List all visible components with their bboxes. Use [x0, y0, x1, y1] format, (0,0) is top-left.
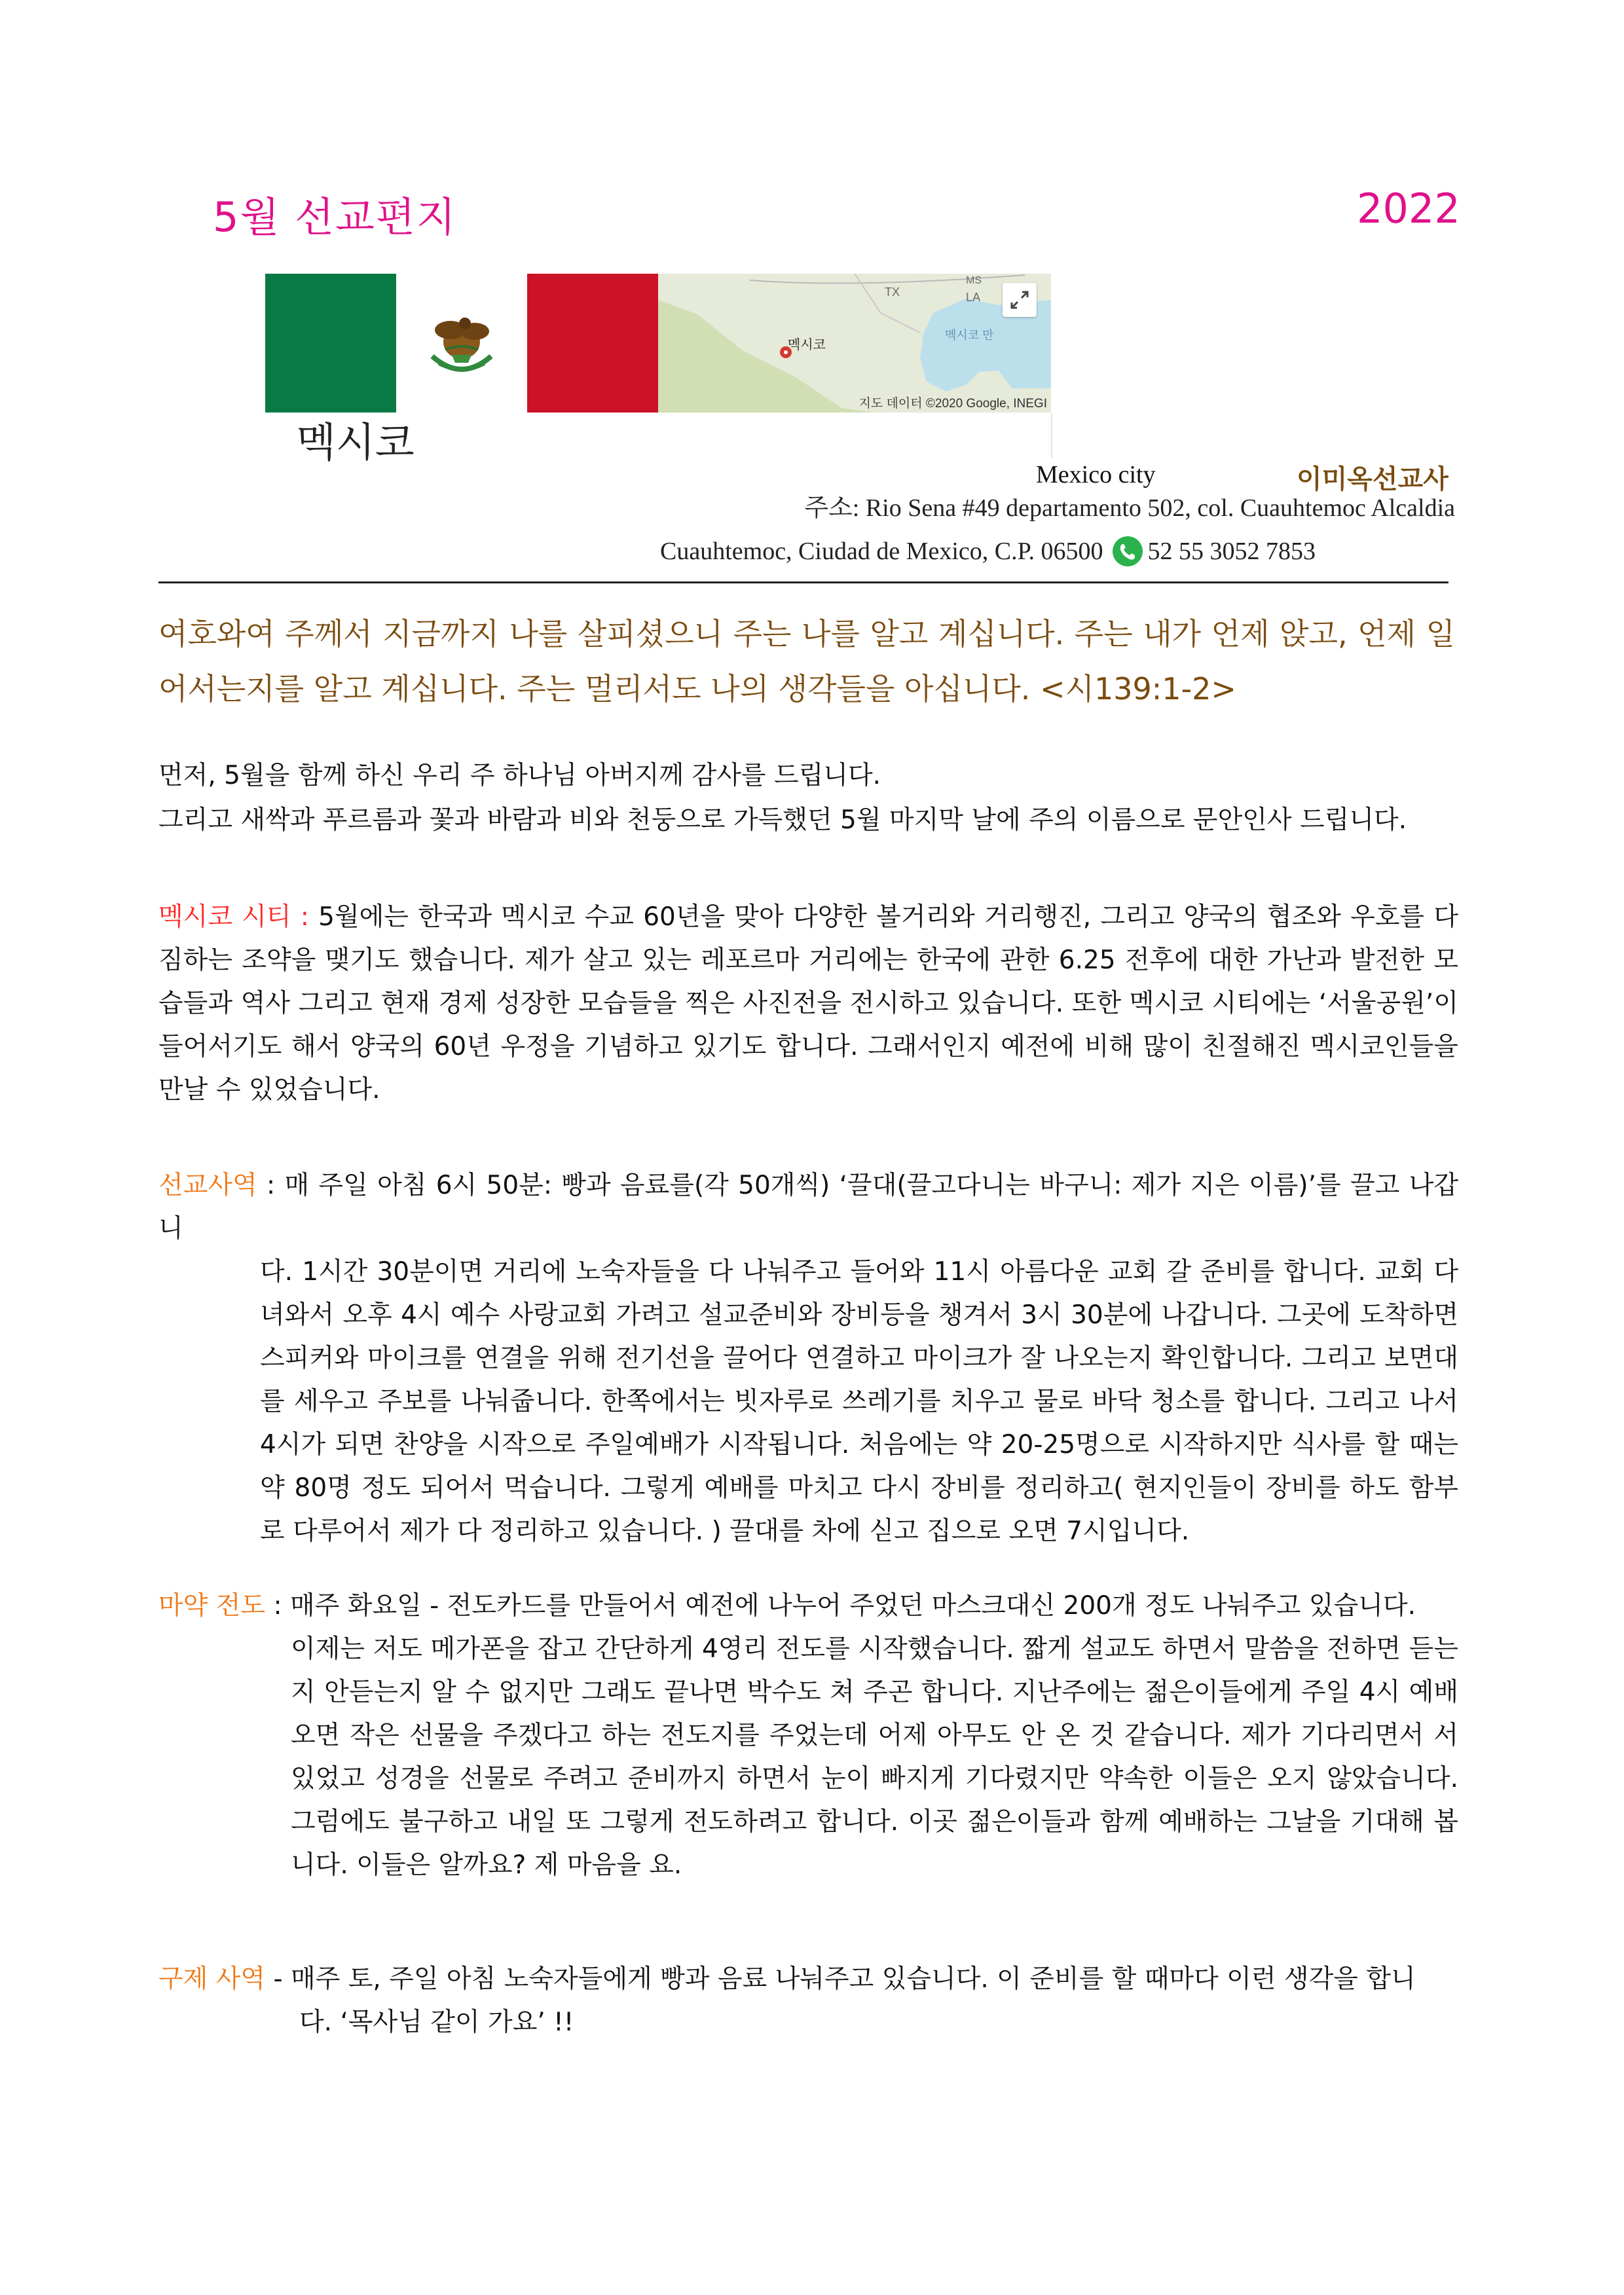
section-sep-mission: :: [257, 1171, 285, 1200]
missionary-name: 이미옥선교사: [1297, 464, 1449, 494]
greeting-line-1: 먼저, 5월을 함께 하신 우리 주 하나님 아버지께 감사를 드립니다.: [158, 761, 881, 790]
section-rest-mission: 다. 1시간 30분이면 거리에 노숙자들을 다 나눠주고 들어와 11시 아름다운 교회 갈 준비를 합니다. 교회 다녀와서 오후 4시 예수 사랑교회 가려고 설교준비와 장비등을 챙겨서 3시 30분에 나갑니다. 그곳에 도착하면 스피커와 마이크를 연결을 위해 전기선을 끌어다 연결하고 마이크가 잘 나오는지 확인합니다. 그리고 보면대를 세우고 주보를 나눠줍니다. 한쪽에서는 빗자루로 쓰레기를 치우고 물로 바닥 청소를 합니다. 그리고 나서 4시가 되면 찬양을 시작으로 주일예배가 시작됩니다. 처음에는 약 20-25명으로 시작하지만 식사를 할 때는 약 80명 정도 되어서 먹습니다. 그렇게 예배를 마치고 다시 장비를 정리하고( 현지인들이 장비를 하도 함부로 다루어서 제가 다 정리하고 있습니다. ) 끌대를 차에 싣고 집으로 오면 7시입니다.: [260, 1257, 1458, 1546]
map-label-gulf: 멕시코 만: [945, 329, 994, 342]
map-attribution: 지도 데이터 ©2020 Google, INEGI: [858, 397, 1047, 411]
city-name: Mexico city: [1036, 461, 1156, 488]
section-drug-evangelism: [158, 1585, 1458, 1887]
location-map[interactable]: [658, 274, 1051, 413]
address-line-2: [660, 535, 1316, 568]
scripture-verse: 여호와여 주께서 지금까지 나를 살피셨으니 주는 나를 알고 계십니다. 주는 내가 언제 앉고, 언제 일어서는지를 알고 계십니다. 주는 멀리서도 나의 생각들을 아십니다. <시139:1-2>: [158, 616, 1455, 707]
map-label-tx: TX: [885, 285, 900, 299]
section-mexico-city: [158, 896, 1458, 1112]
greeting-line-2: 그리고 새싹과 푸르름과 꽃과 바람과 비와 천둥으로 가득했던 5월 마지막 날에 주의 이름으로 문안인사 드립니다.: [158, 805, 1407, 835]
section-first-drug: 매주 화요일 - 전도카드를 만들어서 예전에 나누어 주었던 마스크대신 200개 정도 나눠주고 있습니다.: [290, 1591, 1416, 1621]
section-sep-drug: :: [265, 1591, 291, 1621]
section-label-mission: 선교사역: [158, 1171, 257, 1200]
section-label-drug: 마약 전도: [158, 1591, 266, 1621]
map-land-icon: [658, 274, 1051, 413]
phone-number[interactable]: 52 55 3052 7853: [1147, 538, 1316, 565]
flag-green-band: [265, 274, 396, 413]
section-first-relief: 매주 토, 주일 아침 노숙자들에게 빵과 음료 나눠주고 있습니다. 이 준비를 할 때마다 이런 생각을 합니: [290, 1964, 1416, 1994]
mexico-flag: [265, 274, 658, 413]
section-relief-work: [158, 1958, 1458, 2044]
section-head-drug: [158, 1585, 1458, 1628]
section-text-city: 5월에는 한국과 멕시코 수교 60년을 맞아 다양한 볼거리와 거리행진, 그리고 양국의 협조와 우호를 다짐하는 조약을 맺기도 했습니다. 제가 살고 있는 레포르마 거리에는 한국에 관한 6.25 전후에 대한 가난과 발전한 모습들과 역사 그리고 현재 경제 성장한 모습들을 찍은 사진전을 전시하고 있습니다. 또한 멕시코 시티에는 ‘서울공원’이 들어서기도 해서 양국의 60년 우정을 기념하고 있기도 합니다. 그래서인지 예전에 비해 많이 친절해진 멕시코인들을 만날 수 있었습니다.: [158, 902, 1458, 1105]
whatsapp-icon: [1111, 535, 1144, 568]
letter-year: 2022: [1357, 185, 1460, 232]
section-first-mission: 매 주일 아침 6시 50분: 빵과 음료를(각 50개씩) ‘끌대(끌고다니는 바구니: 제가 지은 이름)’를 끌고 나갑니: [158, 1171, 1458, 1243]
flag-white-band: [396, 274, 527, 413]
map-label-ms: MS: [966, 275, 982, 286]
country-caption-box: [265, 413, 1052, 466]
section-head-mission: [158, 1164, 1458, 1251]
address-line-1: 주소: Rio Sena #49 departamento 502, col. Cuauhtemoc Alcaldia: [804, 494, 1455, 522]
section-label-city: 멕시코 시티 :: [158, 902, 319, 932]
map-label-la: LA: [966, 291, 981, 304]
letter-title: 5월 선교편지: [213, 193, 457, 241]
flag-red-band: [527, 274, 658, 413]
expand-icon: [1003, 283, 1037, 317]
header-divider: [158, 581, 1449, 583]
map-expand-button[interactable]: [1003, 283, 1037, 317]
section-label-relief: 구제 사역: [158, 1964, 266, 1994]
section-rest-relief: 다. ‘목사님 같이 가요’ !!: [299, 2008, 574, 2037]
section-rest-drug: 이제는 저도 메가폰을 잡고 간단하게 4영리 전도를 시작했습니다. 짧게 설교도 하면서 말씀을 전하면 듣는지 안듣는지 알 수 없지만 그래도 끝나면 박수도 쳐 주곤 합니다. 지난주에는 젊은이들에게 주일 4시 예배오면 작은 선물을 주겠다고 하는 전도지를 주었는데 어제 아무도 안 온 것 같습니다. 제가 기다리면서 서 있었고 성경을 선물로 주려고 준비까지 하면서 눈이 빠지게 기다렸지만 약속한 이들은 오지 않았습니다. 그럼에도 불구하고 내일 또 그렇게 전도하려고 합니다. 이곳 젊은이들과 함께 예배하는 그날을 기대해 봅니다. 이들은 알까요? 제 마음을 요.: [291, 1634, 1458, 1880]
country-name: 멕시코: [297, 418, 415, 466]
eagle-emblem-icon: [413, 304, 511, 382]
map-label-city: 멕시코: [788, 338, 826, 352]
address-line-2-text: Cuauhtemoc, Ciudad de Mexico, C.P. 06500: [660, 538, 1103, 565]
section-mission-work: [158, 1164, 1458, 1553]
section-sep-relief: -: [265, 1964, 291, 1994]
section-head-relief: [158, 1958, 1458, 2001]
